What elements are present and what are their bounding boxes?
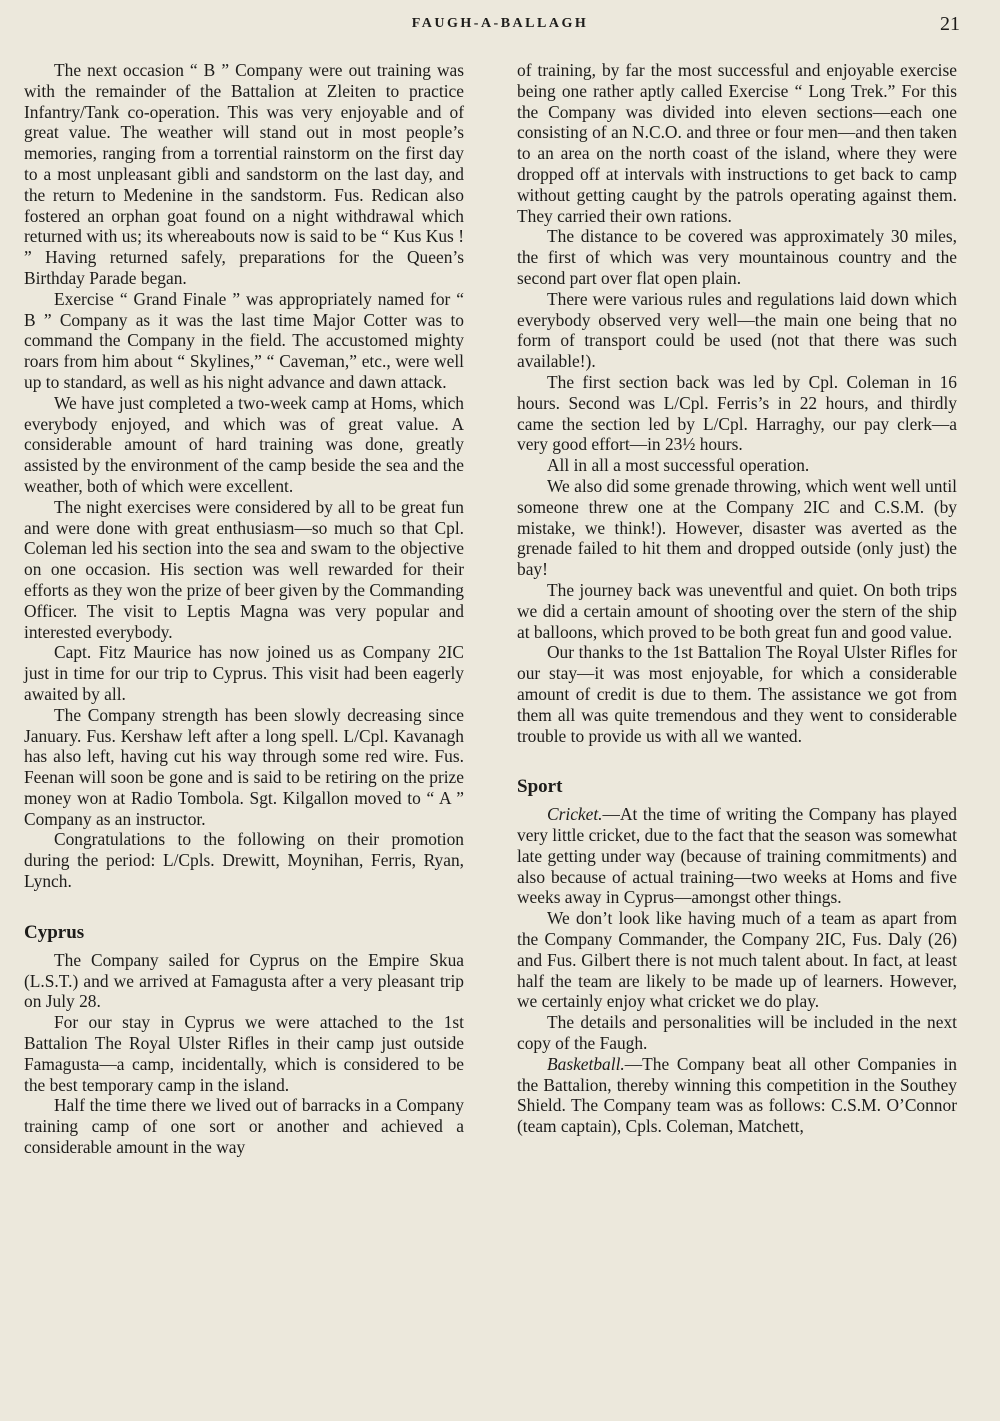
journal-title: FAUGH-A-BALLAGH — [411, 16, 589, 31]
paragraph: The first section back was led by Cpl. Coleman in 16 hours. Second was L/Cpl. Ferris’s in 22 hours, and thirdly came the section led by L/Cpl. Harraghy, our pay clerk—a very good effort—in 23½ hours. — [517, 371, 957, 455]
basketball-text: —The Company beat all other Companies in the Battalion, thereby winning this competition in the Southey Shield. The Company team was as follows: C.S.M. O’Connor (team captain), Cpls. Coleman, Matchett, — [517, 1053, 957, 1137]
paragraph-cricket — [517, 804, 957, 908]
cricket-text: —At the time of writing the Company has played very little cricket, due to the fact that the season was somewhat late getting under way (because of training commitments) and also because of actual training—two weeks at Homs and five weeks away in Cyprus—amongst other things. — [517, 804, 957, 908]
paragraph: We also did some grenade throwing, which went well until someone threw one at the Company 2IC and C.S.M. (by mistake, we think!). However, disaster was averted as the grenade failed to hit them and dropped outside (only just) the bay! — [517, 475, 957, 580]
cricket-label: Cricket. — [547, 804, 603, 825]
paragraph: Capt. Fitz Maurice has now joined us as Company 2IC just in time for our trip to Cyprus. This visit had been eagerly awaited by all. — [24, 642, 464, 704]
paragraph: The details and personalities will be included in the next copy of the Faugh. — [517, 1012, 957, 1054]
paragraph: The night exercises were considered by all to be great fun and were done with great enthusiasm—so much so that Cpl. Coleman led his section into the sea and swam to the objective on one occasion. His section was well rewarded for their efforts as they won the prize of beer given by the Commanding Officer. The visit to Leptis Magna was very popular and interested everybody. — [24, 496, 464, 642]
paragraph: Congratulations to the following on their promotion during the period: L/Cpls. Drewitt, Moynihan, Ferris, Ryan, Lynch. — [24, 829, 464, 892]
section-heading-cyprus: Cyprus — [24, 921, 85, 943]
paragraph: Half the time there we lived out of barracks in a Company training camp of one sort or another and achieved a considerable amount in the way — [24, 1095, 464, 1158]
paragraph: Exercise “ Grand Finale ” was appropriately named for “ B ” Company as it was the last time Major Cotter was to command the Company in the field. The accustomed mighty roars from him about “ Skylines,” “ Caveman,” etc., were well up to standard, as well as his night advance and dawn attack. — [24, 288, 464, 392]
basketball-label: Basketball. — [547, 1053, 625, 1074]
paragraph: For our stay in Cyprus we were attached to the 1st Battalion The Royal Ulster Rifles in their camp just outside Famagusta—a camp, incidentally, which is considered to be the best temporary camp in the island. — [24, 1012, 464, 1095]
paragraph: Our thanks to the 1st Battalion The Royal Ulster Rifles for our stay—it was most enjoyable, for which a considerable amount of credit is due to them. The assistance we got from them all was quite tremendous and they went to considerable trouble to provide us with all we wanted. — [517, 642, 957, 746]
page-number: 21 — [940, 13, 960, 35]
running-header — [0, 10, 1000, 40]
left-column — [24, 60, 464, 1158]
paragraph: The Company strength has been slowly decreasing since January. Fus. Kershaw left after a long spell. L/Cpl. Kavanagh has also left, having cut his way through some red wire. Fus. Feenan will soon be gone and is said to be retiring on the prize money won at Radio Tombola. Sgt. Kilgallon moved to “ A ” Company as an instructor. — [24, 704, 464, 829]
paragraph: The next occasion “ B ” Company were out training was with the remainder of the Battalion at Zleiten to practice Infantry/Tank co-operation. This was very enjoyable and of great value. The weather will stand out in most people’s memories, ranging from a torrential rainstorm on the first day to a most unpleasant gibli and sandstorm on the last day, and the return to Medenine in the sandstorm. Fus. Redican also fostered an orphan goat found on a night withdrawal which returned with us; its whereabouts now is said to be “ Kus Kus ! ” Having returned safely, preparations for the Queen’s Birthday Parade began. — [24, 60, 464, 288]
right-column — [517, 60, 957, 1137]
paragraph: The journey back was uneventful and quiet. On both trips we did a certain amount of shooting over the stern of the ship at balloons, which proved to be both great fun and good value. — [517, 579, 957, 642]
paragraph: There were various rules and regulations laid down which everybody observed very well—the main one being that no form of transport could be used (not that there was such available!). — [517, 288, 957, 372]
paragraph: of training, by far the most successful and enjoyable exercise being one rather aptly called Exercise “ Long Trek.” For this the Company was divided into eleven sections—each one consisting of an N.C.O. and three or four men—and then taken to an area on the north coast of the island, where they were dropped off at intervals with instructions to get back to camp without getting caught by the patrols operating against them. They carried their own rations. — [517, 60, 957, 226]
paragraph: The distance to be covered was approximately 30 miles, the first of which was very mountainous country and the second part over flat open plain. — [517, 226, 957, 288]
paragraph: All in all a most successful operation. — [547, 455, 810, 476]
paragraph-basketball — [517, 1054, 957, 1137]
paragraph: The Company sailed for Cyprus on the Empire Skua (L.S.T.) and we arrived at Famagusta after a very pleasant trip on July 28. — [24, 949, 464, 1012]
section-heading-sport: Sport — [517, 776, 563, 798]
paragraph: We don’t look like having much of a team as apart from the Company Commander, the Company 2IC, Fus. Daly (26) and Fus. Gilbert there is not much talent about. In fact, at least half the team are likely to be made up of learners. However, we certainly enjoy what cricket we do play. — [517, 908, 957, 1012]
paragraph: We have just completed a two-week camp at Homs, which everybody enjoyed, and which was of great value. A considerable amount of hard training was done, greatly assisted by the environment of the camp beside the sea and the weather, both of which were excellent. — [24, 392, 464, 496]
